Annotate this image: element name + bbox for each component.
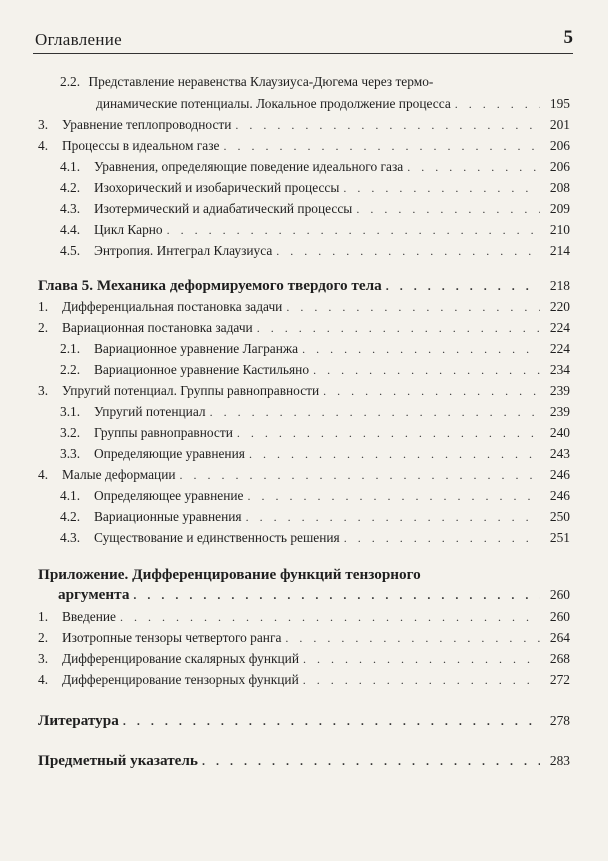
- toc-entry: [60, 530, 570, 546]
- toc-entry-title: Дифференцирование скалярных функций: [62, 651, 300, 666]
- toc-entry-number: 2.2.: [60, 74, 81, 89]
- dot-leader: [167, 223, 540, 238]
- dot-leader: [285, 631, 540, 646]
- toc-entry-page: 239: [549, 404, 570, 419]
- toc-entry-number: 4.2.: [60, 180, 81, 195]
- toc-entry-page: 206: [549, 159, 570, 174]
- toc-entry-2-2-line2: [96, 96, 570, 112]
- toc-entry-number: 4.3.: [60, 201, 81, 216]
- dot-leader: [343, 181, 540, 196]
- toc-entry-number: 3.1.: [60, 404, 81, 419]
- toc-entry-page: 209: [549, 201, 570, 216]
- toc-entry-title: динамические потенциалы. Локальное продолжение процесса: [96, 96, 451, 111]
- toc-entry-title: Изотермический и адиабатический процессы: [94, 201, 353, 216]
- toc-entry-number: 1.: [38, 299, 49, 314]
- toc-entry: [60, 446, 570, 462]
- toc-index: [38, 752, 570, 770]
- dot-leader: [249, 447, 540, 462]
- toc-entry-number: 3.: [38, 383, 49, 398]
- toc-entry-title: Энтропия. Интеграл Клаузиуса: [94, 243, 273, 258]
- dot-leader: [257, 321, 540, 336]
- toc-entry-number: 4.5.: [60, 243, 81, 258]
- dot-leader: [302, 342, 540, 357]
- dot-leader: [344, 531, 540, 546]
- dot-leader: [123, 714, 540, 729]
- toc-entry: [38, 138, 570, 154]
- toc-entry-page: 218: [549, 278, 570, 293]
- dot-leader: [237, 426, 540, 441]
- page-header: [33, 27, 573, 54]
- toc-entry-number: 4.: [38, 672, 49, 687]
- toc-entry-page: 278: [549, 713, 570, 728]
- toc-entry: [38, 609, 570, 625]
- dot-leader: [303, 673, 540, 688]
- toc-entry-page: 260: [549, 609, 570, 624]
- toc-entry-title: Дифференциальная постановка задачи: [62, 299, 283, 314]
- toc-entry: [60, 341, 570, 357]
- toc-entry: [60, 509, 570, 525]
- toc-entry-title: Упругий потенциал: [94, 404, 206, 419]
- toc-entry-title: Определяющее уравнение: [94, 488, 244, 503]
- toc-entry-number: 1.: [38, 609, 49, 624]
- toc-entry-title: Группы равноправности: [94, 425, 233, 440]
- dot-leader: [180, 468, 540, 483]
- toc-entry-page: 201: [549, 117, 570, 132]
- toc-entry-number: 2.1.: [60, 341, 81, 356]
- page-title: Оглавление: [35, 30, 122, 49]
- toc-entry-page: 208: [549, 180, 570, 195]
- dot-leader: [133, 588, 540, 603]
- toc-entry-number: 4.2.: [60, 509, 81, 524]
- toc-entry-number: 3.2.: [60, 425, 81, 440]
- toc-entry-number: 4.: [38, 138, 49, 153]
- toc-entry-page: 264: [549, 630, 570, 645]
- dot-leader: [455, 97, 540, 112]
- toc-appendix-line2: [58, 586, 570, 604]
- toc-chapter-5: [38, 277, 570, 295]
- dot-leader: [235, 118, 540, 133]
- toc-appendix-title-cont: аргумента: [58, 586, 130, 603]
- dot-leader: [248, 489, 541, 504]
- toc-entry-number: 2.: [38, 320, 49, 335]
- dot-leader: [386, 279, 540, 294]
- dot-leader: [120, 610, 540, 625]
- toc-entry-page: 251: [549, 530, 570, 545]
- toc-index-title: Предметный указатель: [38, 752, 198, 769]
- dot-leader: [286, 300, 540, 315]
- toc-chapter-title: Глава 5. Механика деформируемого твердого тела: [38, 277, 382, 294]
- toc-entry-title: Малые деформации: [62, 467, 176, 482]
- toc-entry-title: Изотропные тензоры четвертого ранга: [62, 630, 282, 645]
- toc-entry: [60, 488, 570, 504]
- toc-entry: [38, 651, 570, 667]
- dot-leader: [276, 244, 540, 259]
- toc-entry: [38, 299, 570, 315]
- toc-entry-page: 220: [549, 299, 570, 314]
- toc-entry-page: 268: [549, 651, 570, 666]
- dot-leader: [356, 202, 540, 217]
- toc-entry-page: 260: [549, 587, 570, 602]
- dot-leader: [246, 510, 540, 525]
- toc-entry: [60, 180, 570, 196]
- toc-appendix-title: Приложение. Дифференцирование функций тензорного: [38, 566, 421, 583]
- toc-entry-number: 3.: [38, 117, 49, 132]
- dot-leader: [202, 754, 540, 769]
- toc-entry-number: 4.1.: [60, 488, 81, 503]
- toc-entry-page: 214: [549, 243, 570, 258]
- toc-entry: [38, 383, 570, 399]
- dot-leader: [323, 384, 540, 399]
- toc-entry: [60, 243, 570, 259]
- toc-entry-title: Уравнения, определяющие поведение идеального газа: [94, 159, 404, 174]
- toc-entry-title: Существование и единственность решения: [94, 530, 340, 545]
- toc-entry-title: Цикл Карно: [94, 222, 163, 237]
- toc-entry-number: 3.: [38, 651, 49, 666]
- toc-entry-number: 4.4.: [60, 222, 81, 237]
- toc-entry-number: 3.3.: [60, 446, 81, 461]
- toc-entry-title: Изохорический и изобарический процессы: [94, 180, 340, 195]
- toc-entry-page: 224: [549, 320, 570, 335]
- toc-entry: [38, 117, 570, 133]
- dot-leader: [313, 363, 540, 378]
- toc-entry: [60, 222, 570, 238]
- toc-entry-title: Уравнение теплопроводности: [62, 117, 232, 132]
- toc-entry-2-2-line1: [60, 74, 433, 90]
- toc-entry: [60, 362, 570, 378]
- dot-leader: [223, 139, 540, 154]
- toc-entry-title: Вариационное уравнение Лагранжа: [94, 341, 299, 356]
- toc-entry-page: 272: [549, 672, 570, 687]
- toc-entry-page: 243: [549, 446, 570, 461]
- toc-entry: [38, 630, 570, 646]
- page-number: 5: [563, 27, 573, 48]
- toc-entry-title: Вариационная постановка задачи: [62, 320, 253, 335]
- toc-entry-page: 246: [549, 488, 570, 503]
- toc-entry-page: 239: [549, 383, 570, 398]
- toc-entry-title: Вариационное уравнение Кастильяно: [94, 362, 310, 377]
- toc-entry-title: Представление неравенства Клаузиуса-Дюгема через термо-: [88, 74, 434, 89]
- toc-entry-page: 240: [549, 425, 570, 440]
- toc-entry: [60, 425, 570, 441]
- toc-entry: [60, 159, 570, 175]
- dot-leader: [210, 405, 540, 420]
- toc-entry-number: 2.: [38, 630, 49, 645]
- toc-entry-title: Дифференцирование тензорных функций: [62, 672, 299, 687]
- toc-entry-page: 250: [549, 509, 570, 524]
- toc-entry-page: 234: [549, 362, 570, 377]
- toc-entry-page: 210: [549, 222, 570, 237]
- toc-literature-title: Литература: [38, 712, 119, 729]
- toc-entry: [38, 320, 570, 336]
- toc-entry-title: Введение: [62, 609, 116, 624]
- dot-leader: [303, 652, 540, 667]
- toc-entry-page: 195: [549, 96, 570, 111]
- toc-appendix-line1: [38, 566, 421, 584]
- toc-entry: [38, 467, 570, 483]
- toc-literature: [38, 712, 570, 730]
- dot-leader: [407, 160, 540, 175]
- toc-entry-page: 224: [549, 341, 570, 356]
- toc-entry-title: Процессы в идеальном газе: [62, 138, 220, 153]
- toc-entry-number: 2.2.: [60, 362, 81, 377]
- toc-entry-page: 283: [549, 753, 570, 768]
- toc-entry: [38, 672, 570, 688]
- toc-entry-number: 4.1.: [60, 159, 81, 174]
- toc-entry-title: Упругий потенциал. Группы равноправности: [62, 383, 320, 398]
- toc-entry: [60, 201, 570, 217]
- toc-entry-title: Определяющие уравнения: [94, 446, 245, 461]
- toc-entry-number: 4.: [38, 467, 49, 482]
- toc-entry-number: 4.3.: [60, 530, 81, 545]
- toc-entry: [60, 404, 570, 420]
- toc-entry-page: 246: [549, 467, 570, 482]
- toc-entry-title: Вариационные уравнения: [94, 509, 242, 524]
- toc-entry-page: 206: [549, 138, 570, 153]
